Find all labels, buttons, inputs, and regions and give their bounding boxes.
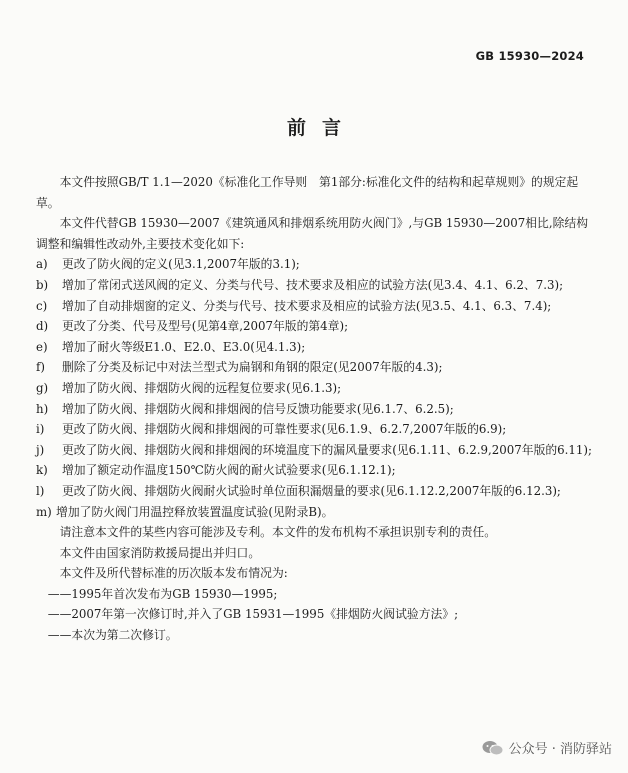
list-item — [36, 460, 596, 481]
item-text: 更改了防火阀的定义(见3.1,2007年版的3.1); — [61, 257, 300, 272]
list-item — [36, 419, 596, 440]
history-line: ——2007年第一次修订时,并入了GB 15931—1995《排烟防火阀试验方法》; — [47, 607, 459, 622]
item-text: 增加了防火阀、排烟防火阀的远程复位要求(见6.1.3); — [61, 380, 342, 395]
item-text: 更改了防火阀、排烟防火阀和排烟阀的可靠性要求(见6.1.9、6.2.7,2007年版的6.9); — [61, 422, 507, 437]
item-label: j) — [36, 442, 45, 457]
item-label: i) — [36, 422, 45, 437]
item-label: b) — [36, 277, 49, 292]
standard-code: GB 15930—2024 — [475, 49, 584, 63]
item-label: m) — [36, 504, 52, 519]
page-title: 前言 — [286, 117, 357, 139]
item-label: e) — [36, 339, 48, 354]
item-text: 增加了常闭式送风阀的定义、分类与代号、技术要求及相应的试验方法(见3.4、4.1、6.2、7.3); — [61, 277, 564, 292]
item-label: g) — [36, 380, 49, 395]
history-intro: 本文件及所代替标准的历次版本发布情况为: — [59, 566, 288, 581]
item-label: d) — [36, 319, 49, 334]
patent-notice: 请注意本文件的某些内容可能涉及专利。本文件的发布机构不承担识别专利的责任。 — [59, 525, 497, 540]
list-item — [36, 357, 596, 378]
item-label: h) — [36, 401, 49, 416]
item-text: 增加了额定动作温度150℃防火阀的耐火试验要求(见6.1.12.1); — [61, 463, 396, 478]
item-text: 增加了自动排烟窗的定义、分类与代号、技术要求及相应的试验方法(见3.5、4.1、6.3、7.4); — [61, 298, 552, 313]
history-line: ——1995年首次发布为GB 15930—1995; — [47, 586, 278, 601]
watermark-text: 公众号 · 消防驿站 — [508, 742, 612, 757]
item-text: 更改了分类、代号及型号(见第4章,2007年版的第4章); — [61, 319, 349, 334]
proposer-paragraph: 本文件由国家消防救援局提出并归口。 — [59, 545, 261, 560]
list-item — [36, 481, 596, 502]
list-item — [36, 296, 596, 317]
list-item — [36, 440, 596, 461]
replacement-paragraph: 本文件代替GB 15930—2007《建筑通风和排烟系统用防火阀门》,与GB 15930—2007相比,除结构调整和编辑性改动外,主要技术变化如下: — [36, 216, 588, 251]
item-label: k) — [36, 463, 48, 478]
item-label: f) — [36, 360, 45, 375]
intro-paragraph: 本文件按照GB/T 1.1—2020《标准化工作导则 第1部分:标准化文件的结构和起草规则》的规定起草。 — [36, 175, 579, 210]
history-line: ——本次为第二次修订。 — [47, 628, 178, 643]
list-item — [36, 316, 596, 337]
list-item — [36, 275, 596, 296]
item-label: a) — [36, 257, 48, 272]
item-label: c) — [36, 298, 48, 313]
watermark — [482, 738, 612, 757]
change-list — [36, 254, 596, 522]
wechat-icon — [482, 740, 504, 756]
document-body — [36, 172, 596, 646]
item-label: l) — [36, 483, 45, 498]
item-text: 增加了耐火等级E1.0、E2.0、E3.0(见4.1.3); — [61, 339, 306, 354]
list-item — [36, 502, 596, 523]
item-text: 更改了防火阀、排烟防火阀和排烟阀的环境温度下的漏风量要求(见6.1.11、6.2.9,2007年版的6.11); — [61, 442, 593, 457]
item-text: 删除了分类及标记中对法兰型式为扁钢和角钢的限定(见2007年版的4.3); — [61, 360, 443, 375]
list-item — [36, 337, 596, 358]
list-item — [36, 378, 596, 399]
item-text: 增加了防火阀、排烟防火阀和排烟阀的信号反馈功能要求(见6.1.7、6.2.5); — [61, 401, 454, 416]
list-item — [36, 399, 596, 420]
list-item — [36, 254, 596, 275]
item-text: 增加了防火阀门用温控释放装置温度试验(见附录B)。 — [56, 504, 334, 519]
item-text: 更改了防火阀、排烟防火阀耐火试验时单位面积漏烟量的要求(见6.1.12.2,2007年版的6.12.3); — [61, 483, 561, 498]
